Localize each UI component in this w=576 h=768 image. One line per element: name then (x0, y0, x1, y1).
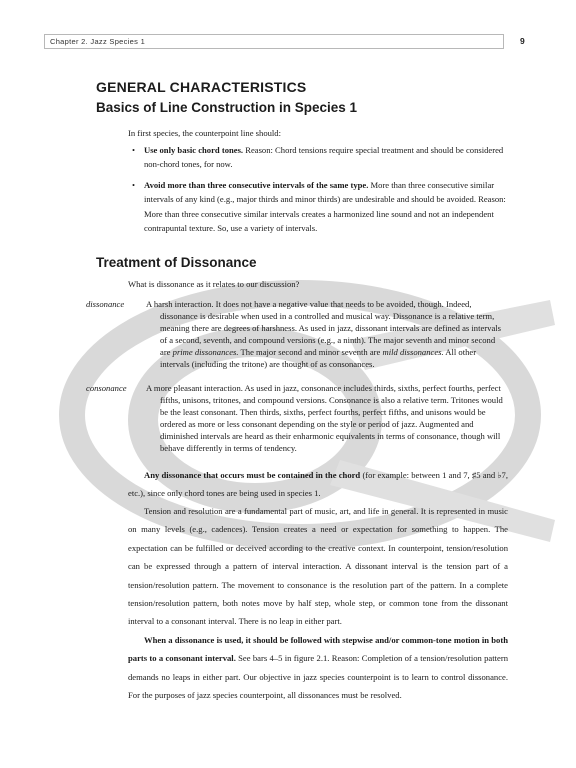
term-dissonance: dissonance (86, 299, 125, 309)
definition-consonance: A more pleasant interaction. As used in jazz, consonance includes thirds, sixths, perfect fourths, perfect fifths, unisons, tritones, and compound versions. Consonance is also a relative term. Tritones would be the least consonant. Then thirds, sixths, perfect fourths, perfect fifths, and unisons would be ordered as more or less consonant depending on the style or period of jazz. Augmented and diminished intervals are heard as their enharmonic equivalents in terms of consonance, though will behave differently in terms of tendency. (146, 383, 503, 453)
rule-text: (for example: between 1 and 7, ♯5 and ♭7, etc.), since only chord tones are being used in species 1. (128, 470, 508, 499)
running-title: Chapter 2. Jazz Species 1 (50, 37, 146, 46)
dissonance-question: What is dissonance as it relates to our discussion? (128, 279, 300, 289)
rule-paragraph-stepwise-resolution (128, 631, 508, 705)
intro-text: In first species, the counterpoint line should: (128, 128, 281, 138)
rule-paragraph-chord-dissonance (128, 466, 508, 503)
definition-text: A harsh interaction. It does not have a negative value that needs to be avoided, though. Indeed, dissonance is desirable when used in a controlled and musical way. Dissonance is a relative term, meaning there are degrees of harshness. As used in jazz, dissonant intervals are defined as intervals of a second, seventh, and compound versions (e.g., a ninth). The major seventh and minor second are (146, 299, 502, 357)
paragraph-text: Tension and resolution are a fundamental part of music, art, and life in general. It is represented in music on many levels (e.g., cadences). Tension creates a need or expectation for something to happen. The expectation can be fulfilled or deceived according to the creative context. In counterpoint, tension/resolution can be expressed through a pattern of interval interaction. A dissonant interval is the tension part of a tension/resolution pattern. The movement to consonance is the resolution part of the pattern. In a complete tension/resolution pattern, both notes move by half step, whole step, or common tone from the dissonant interval to a consonant interval. There is no leap in either part. (128, 506, 508, 627)
page-number: 9 (520, 36, 525, 46)
subsection-heading-line-construction: Basics of Line Construction in Species 1 (96, 100, 358, 115)
definition-text: All other intervals (including the tritone) are thought of as consonances. (160, 347, 477, 369)
rule-item-text: Reason: Chord tensions require special treatment and should be considered non-chord tones, for now. (144, 145, 504, 170)
rule-bold: Any dissonance that occurs must be contained in the chord (144, 470, 361, 480)
rule-bold: When a dissonance is used, it should be followed with stepwise and/or common-tone motion in both parts to a consonant interval. (128, 635, 508, 664)
rule-item-text: More than three consecutive similar intervals of any kind (e.g., major thirds and minor thirds) are undesirable and should be avoided. Reason: More than three consecutive similar intervals creates a harmonized line sound and not an independent contrapuntal texture. So, use a variety of intervals. (144, 179, 506, 234)
rules-list (132, 143, 512, 241)
definition-emphasis: mild dissonances. (382, 347, 444, 357)
section-heading-general: GENERAL CHARACTERISTICS (96, 79, 307, 95)
term-consonance: consonance (86, 383, 127, 393)
rule-item-bold: Avoid more than three consecutive intervals of the same type. (144, 179, 369, 190)
running-header (44, 34, 504, 49)
section-heading-dissonance: Treatment of Dissonance (96, 255, 257, 270)
rule-item-chord-tones (132, 143, 512, 172)
definition-text: The major second and minor seventh are (238, 347, 383, 357)
tension-resolution-paragraph (128, 502, 508, 631)
rule-item-consecutive-intervals (132, 178, 512, 236)
rule-item-bold: Use only basic chord tones. (144, 145, 244, 155)
definition-dissonance (146, 298, 504, 370)
rule-text: See bars 4–5 in figure 2.1. Reason: Completion of a tension/resolution pattern demands no leaps in either part. Our objective in jazz species counterpoint is to learn to control dissonance. For the purposes of jazz species counterpoint, all dissonances must be resolved. (128, 653, 508, 701)
definition-emphasis: prime dissonances. (172, 347, 239, 357)
